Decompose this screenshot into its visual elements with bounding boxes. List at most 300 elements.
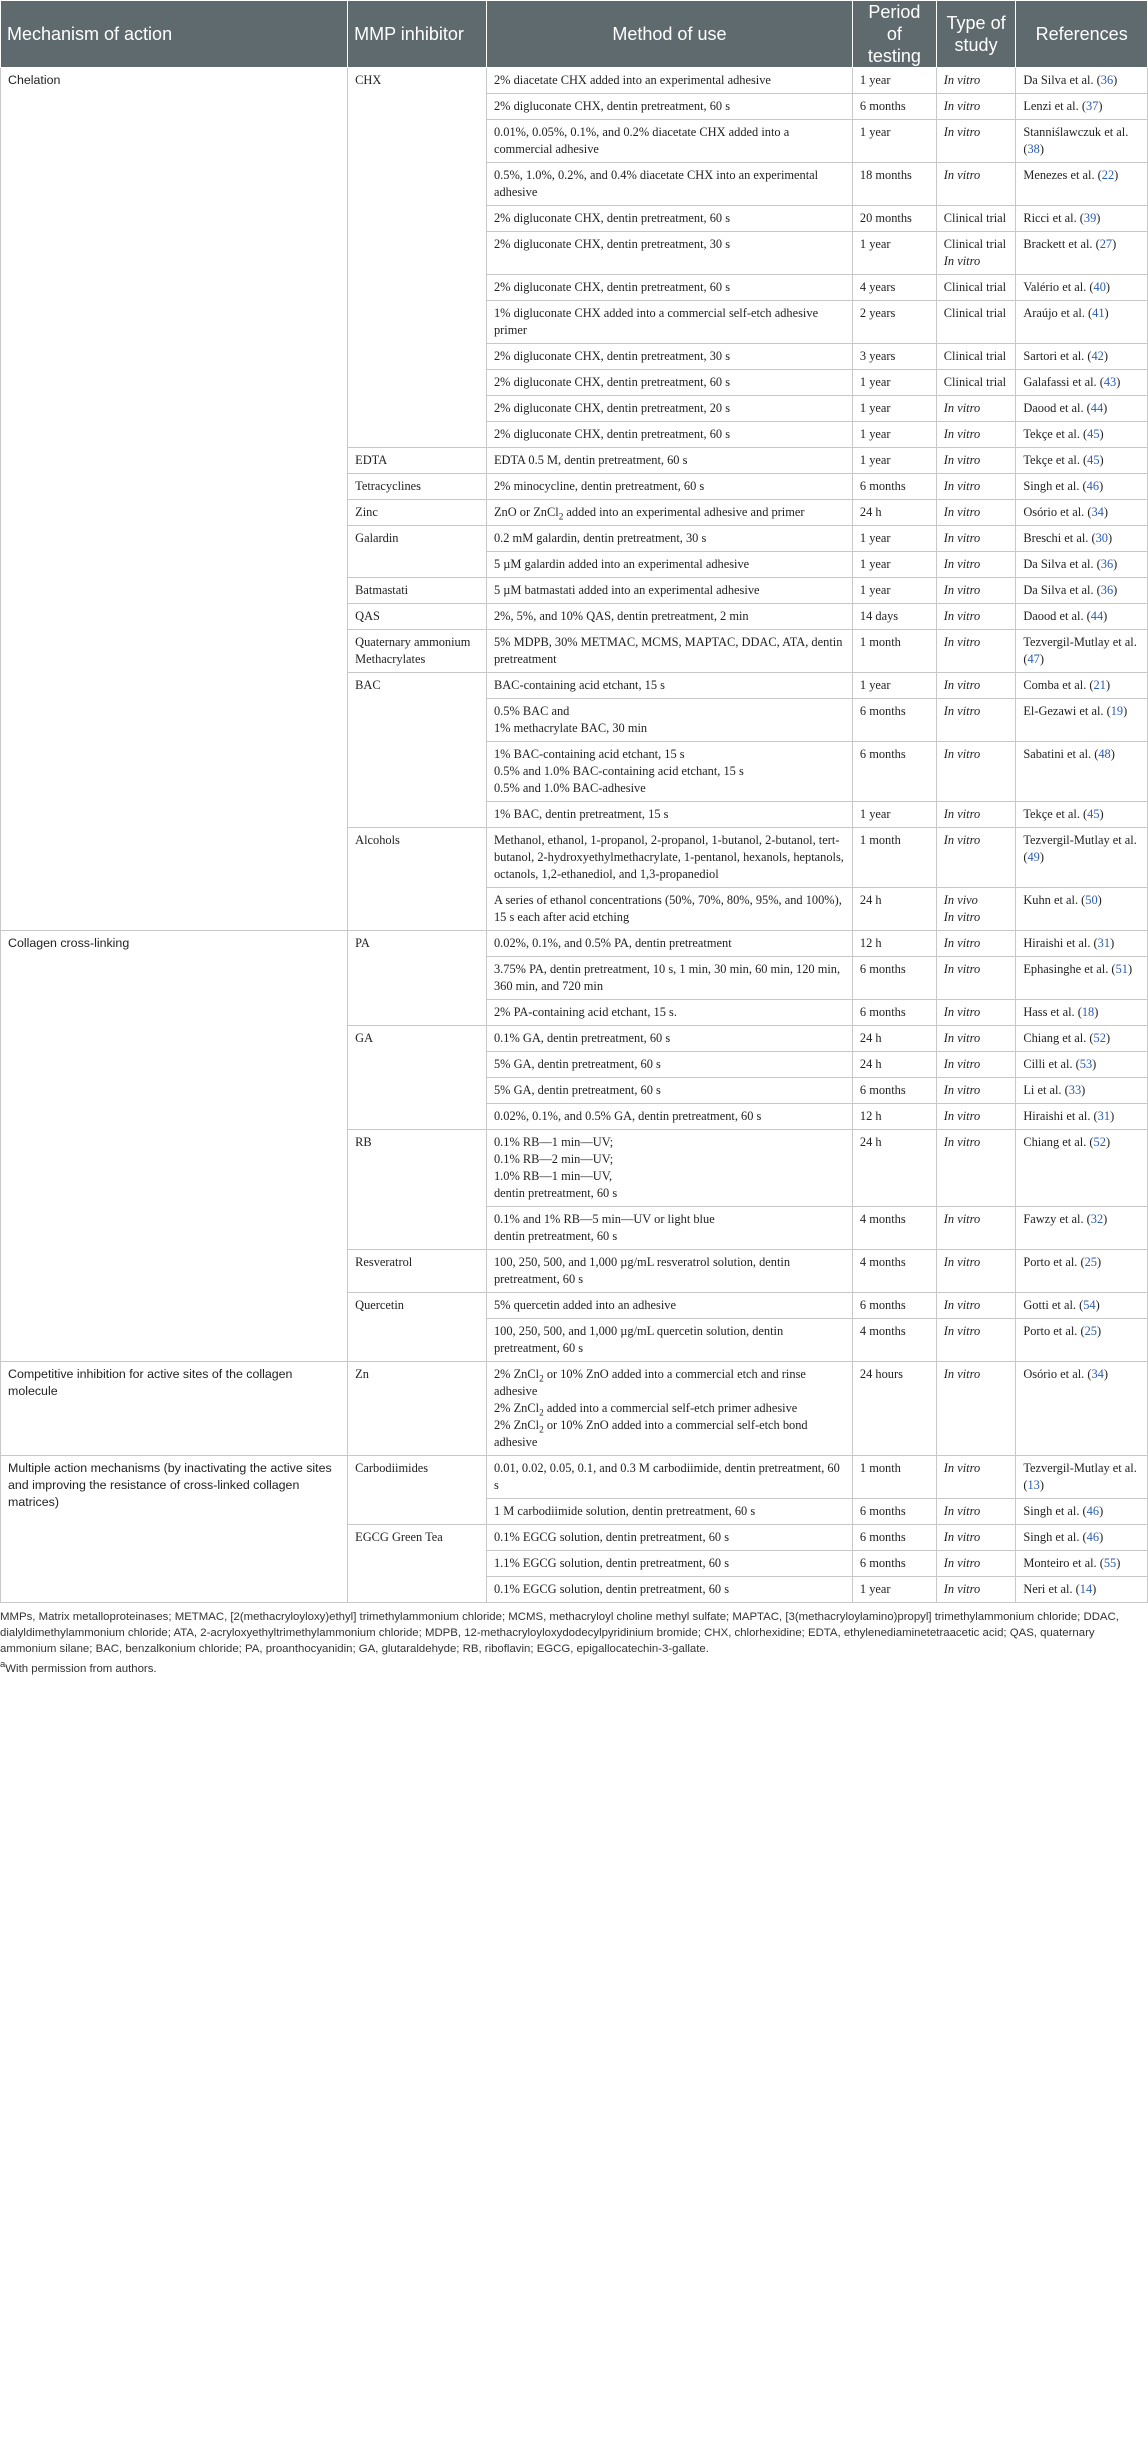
reference-author: Daood et al. ( xyxy=(1023,609,1091,623)
study-type-label: In vitro xyxy=(943,704,981,718)
reference-author: Hiraishi et al. ( xyxy=(1023,936,1098,950)
study-type-label: In vitro xyxy=(943,747,981,761)
reference-author: Chiang et al. ( xyxy=(1023,1135,1094,1149)
cell-period: 6 months xyxy=(852,1000,936,1026)
reference-link[interactable]: 55 xyxy=(1103,1556,1117,1570)
cell-study-type xyxy=(936,232,1016,275)
reference-link[interactable]: 41 xyxy=(1092,306,1105,320)
cell-method: 0.02%, 0.1%, and 0.5% GA, dentin pretreatment, 60 s xyxy=(486,1104,852,1130)
reference-author: Tezvergil-Mutlay et al. ( xyxy=(1023,635,1137,666)
cell-method: 0.1% RB—1 min—UV; 0.1% RB—2 min—UV; 1.0% RB—1 min—UV, dentin pretreatment, 60 s xyxy=(486,1130,852,1207)
cell-inhibitor: CHX xyxy=(348,68,487,448)
cell-reference: Brackett et al. (27) xyxy=(1016,232,1148,275)
reference-author: Hiraishi et al. ( xyxy=(1023,1109,1098,1123)
reference-author: Ephasinghe et al. ( xyxy=(1023,962,1116,976)
cell-study-type xyxy=(936,370,1016,396)
cell-period: 20 months xyxy=(852,206,936,232)
cell-period: 24 h xyxy=(852,1052,936,1078)
reference-author: Valério et al. ( xyxy=(1023,280,1094,294)
cell-study-type xyxy=(936,500,1016,526)
cell-method: 100, 250, 500, and 1,000 µg/mL quercetin solution, dentin pretreatment, 60 s xyxy=(486,1319,852,1362)
cell-study-type xyxy=(936,673,1016,699)
cell-method: 2% digluconate CHX, dentin pretreatment, 60 s xyxy=(486,422,852,448)
cell-reference: Hiraishi et al. (31) xyxy=(1016,931,1148,957)
study-type-label: In vitro xyxy=(943,1530,981,1544)
cell-period: 4 months xyxy=(852,1319,936,1362)
cell-method: 2% digluconate CHX, dentin pretreatment, 20 s xyxy=(486,396,852,422)
cell-reference: Tezvergil-Mutlay et al. (47) xyxy=(1016,630,1148,673)
abbreviations-footnote: MMPs, Matrix metalloproteinases; METMAC, [2(methacryloyloxy)ethyl] trimethylammonium chloride; MCMS, methacryloyl choline methyl sulfate; MAPTAC, [3(methacryloylamino)propyl] trimethylammonium chloride; DDAC, dialyldimethylammonium chloride; ATA, 2-acryloxyethyltrimethylammonium chloride; MDPB, 12-methacryloyloxydodecylpyridinium bromide; CHX, chlorhexidine; EDTA, ethylenediaminetetraacetic acid; QAS, quaternary ammonium silane; BAC, benzalkonium chloride; PA, proanthocyanidin; GA, glutaraldehyde; RB, riboflavin; EGCG, epigallocatechin-3-gallate. xyxy=(0,1611,1119,1655)
reference-link[interactable]: 52 xyxy=(1093,1135,1106,1149)
reference-link[interactable]: 14 xyxy=(1079,1582,1093,1596)
reference-link[interactable]: 38 xyxy=(1027,142,1040,156)
table-row xyxy=(1,931,1148,957)
cell-inhibitor: Batmastati xyxy=(348,578,487,604)
reference-author: Hass et al. ( xyxy=(1023,1005,1082,1019)
study-type-label: In vitro xyxy=(943,99,981,113)
cell-study-type xyxy=(936,1319,1016,1362)
cell-period: 1 month xyxy=(852,828,936,888)
reference-author: Kuhn et al. ( xyxy=(1023,893,1086,907)
cell-reference: Comba et al. (21) xyxy=(1016,673,1148,699)
header-method: Method of use xyxy=(486,1,852,68)
cell-inhibitor: Quaternary ammonium Methacrylates xyxy=(348,630,487,673)
cell-study-type xyxy=(936,1293,1016,1319)
reference-author: Singh et al. ( xyxy=(1023,1504,1087,1518)
cell-period: 1 year xyxy=(852,552,936,578)
reference-link[interactable]: 49 xyxy=(1027,850,1040,864)
cell-study-type xyxy=(936,68,1016,94)
cell-reference: Galafassi et al. (43) xyxy=(1016,370,1148,396)
footnote-text: With permission from authors. xyxy=(5,1662,157,1675)
cell-inhibitor: EDTA xyxy=(348,448,487,474)
cell-period: 6 months xyxy=(852,1551,936,1577)
reference-link[interactable]: 53 xyxy=(1079,1057,1093,1071)
cell-reference: Li et al. (33) xyxy=(1016,1078,1148,1104)
cell-study-type xyxy=(936,1577,1016,1603)
cell-period: 24 h xyxy=(852,500,936,526)
reference-link[interactable]: 45 xyxy=(1087,427,1100,441)
reference-author: Tekçe et al. ( xyxy=(1023,807,1088,821)
reference-author: Araújo et al. ( xyxy=(1023,306,1093,320)
cell-reference: Sartori et al. (42) xyxy=(1016,344,1148,370)
cell-mechanism: Collagen cross-linking xyxy=(1,931,348,1362)
study-type-label: In vitro xyxy=(943,1135,981,1149)
study-type-label: In vitro xyxy=(943,125,981,139)
study-type-label: In vivo xyxy=(943,893,978,907)
reference-author: Stanniślawczuk et al. ( xyxy=(1023,125,1129,156)
cell-method: 0.5% BAC and 1% methacrylate BAC, 30 min xyxy=(486,699,852,742)
cell-study-type xyxy=(936,1078,1016,1104)
cell-reference: Chiang et al. (52) xyxy=(1016,1026,1148,1052)
cell-period: 12 h xyxy=(852,1104,936,1130)
study-type-label: In vitro xyxy=(943,833,981,847)
cell-mechanism: Multiple action mechanisms (by inactivating the active sites and improving the resistance of cross-linked collagen matrices) xyxy=(1,1456,348,1603)
cell-study-type xyxy=(936,1026,1016,1052)
cell-method: EDTA 0.5 M, dentin pretreatment, 60 s xyxy=(486,448,852,474)
cell-method: 0.1% and 1% RB—5 min—UV or light blue dentin pretreatment, 60 s xyxy=(486,1207,852,1250)
cell-study-type xyxy=(936,828,1016,888)
reference-link[interactable]: 34 xyxy=(1091,505,1104,519)
reference-author: Tekçe et al. ( xyxy=(1023,453,1088,467)
cell-study-type xyxy=(936,275,1016,301)
cell-period: 18 months xyxy=(852,163,936,206)
cell-method: 1% digluconate CHX added into a commercial self-etch adhesive primer xyxy=(486,301,852,344)
reference-author: Sabatini et al. ( xyxy=(1023,747,1099,761)
study-type-label: Clinical trial xyxy=(943,349,1007,363)
cell-period: 6 months xyxy=(852,957,936,1000)
reference-author: Li et al. ( xyxy=(1023,1083,1069,1097)
header-period: Period of testing xyxy=(852,1,936,68)
cell-study-type xyxy=(936,802,1016,828)
reference-author: Sartori et al. ( xyxy=(1023,349,1092,363)
study-type-label: In vitro xyxy=(943,1556,981,1570)
cell-study-type xyxy=(936,120,1016,163)
study-type-label: In vitro xyxy=(943,1298,981,1312)
cell-period: 1 year xyxy=(852,120,936,163)
study-type-label: In vitro xyxy=(943,1005,981,1019)
study-type-label: Clinical trial xyxy=(943,280,1007,294)
header-inhibitor: MMP inhibitor xyxy=(348,1,487,68)
cell-reference: Ephasinghe et al. (51) xyxy=(1016,957,1148,1000)
reference-link[interactable]: 47 xyxy=(1027,652,1040,666)
study-type-label: In vitro xyxy=(943,427,981,441)
reference-link[interactable]: 31 xyxy=(1097,936,1111,950)
header-references: References xyxy=(1016,1,1148,68)
cell-study-type xyxy=(936,206,1016,232)
cell-mechanism: Chelation xyxy=(1,68,348,931)
cell-study-type xyxy=(936,1207,1016,1250)
cell-study-type xyxy=(936,163,1016,206)
cell-study-type xyxy=(936,957,1016,1000)
cell-study-type xyxy=(936,1104,1016,1130)
cell-period: 1 year xyxy=(852,370,936,396)
study-type-label: Clinical trial xyxy=(943,211,1007,225)
reference-author: Porto et al. ( xyxy=(1023,1255,1085,1269)
study-type-label: In vitro xyxy=(943,1367,981,1381)
reference-link[interactable]: 44 xyxy=(1090,609,1104,623)
cell-study-type xyxy=(936,422,1016,448)
cell-period: 24 h xyxy=(852,1026,936,1052)
cell-method: 1 M carbodiimide solution, dentin pretreatment, 60 s xyxy=(486,1499,852,1525)
cell-reference: Ricci et al. (39) xyxy=(1016,206,1148,232)
header-type: Type of study xyxy=(936,1,1016,68)
cell-period: 6 months xyxy=(852,742,936,802)
cell-study-type xyxy=(936,1130,1016,1207)
cell-reference: Daood et al. (44) xyxy=(1016,396,1148,422)
reference-link[interactable]: 30 xyxy=(1095,531,1108,545)
study-type-label: In vitro xyxy=(943,962,981,976)
study-type-label: In vitro xyxy=(943,635,981,649)
cell-study-type xyxy=(936,630,1016,673)
cell-reference: Singh et al. (46) xyxy=(1016,1525,1148,1551)
reference-link[interactable]: 36 xyxy=(1100,557,1114,571)
cell-reference: El-Gezawi et al. (19) xyxy=(1016,699,1148,742)
reference-link[interactable]: 43 xyxy=(1103,375,1117,389)
reference-author: Lenzi et al. ( xyxy=(1023,99,1086,113)
cell-method: 2% digluconate CHX, dentin pretreatment, 60 s xyxy=(486,275,852,301)
cell-study-type xyxy=(936,301,1016,344)
cell-period: 1 year xyxy=(852,578,936,604)
cell-method: 2% diacetate CHX added into an experimental adhesive xyxy=(486,68,852,94)
cell-reference: Tezvergil-Mutlay et al. (49) xyxy=(1016,828,1148,888)
cell-inhibitor: GA xyxy=(348,1026,487,1130)
cell-reference: Fawzy et al. (32) xyxy=(1016,1207,1148,1250)
footnote-mark: a xyxy=(0,1659,6,1670)
reference-author: Singh et al. ( xyxy=(1023,1530,1087,1544)
reference-link[interactable]: 22 xyxy=(1101,168,1115,182)
study-type-label: In vitro xyxy=(943,73,981,87)
cell-method: 5% GA, dentin pretreatment, 60 s xyxy=(486,1052,852,1078)
cell-period: 1 year xyxy=(852,1577,936,1603)
cell-reference: Singh et al. (46) xyxy=(1016,1499,1148,1525)
cell-inhibitor: Quercetin xyxy=(348,1293,487,1362)
cell-period: 1 year xyxy=(852,396,936,422)
table-row xyxy=(1,1362,1148,1456)
study-type-label: In vitro xyxy=(943,807,981,821)
cell-inhibitor: Resveratrol xyxy=(348,1250,487,1293)
reference-author: Da Silva et al. ( xyxy=(1023,583,1101,597)
cell-method: 1% BAC-containing acid etchant, 15 s 0.5% and 1.0% BAC-containing acid etchant, 15 s 0.5% and 1.0% BAC-adhesive xyxy=(486,742,852,802)
cell-reference: Tekçe et al. (45) xyxy=(1016,422,1148,448)
cell-period: 3 years xyxy=(852,344,936,370)
reference-link[interactable]: 50 xyxy=(1085,893,1098,907)
cell-study-type xyxy=(936,699,1016,742)
cell-period: 24 h xyxy=(852,1130,936,1207)
cell-reference: Singh et al. (46) xyxy=(1016,474,1148,500)
reference-link[interactable]: 39 xyxy=(1083,211,1097,225)
reference-author: Gotti et al. ( xyxy=(1023,1298,1084,1312)
cell-study-type xyxy=(936,1551,1016,1577)
table-body xyxy=(1,68,1148,1603)
cell-method: 2% PA-containing acid etchant, 15 s. xyxy=(486,1000,852,1026)
cell-inhibitor: RB xyxy=(348,1130,487,1250)
cell-method: 0.5%, 1.0%, 0.2%, and 0.4% diacetate CHX into an experimental adhesive xyxy=(486,163,852,206)
reference-link[interactable]: 34 xyxy=(1091,1367,1104,1381)
cell-reference: Hass et al. (18) xyxy=(1016,1000,1148,1026)
cell-inhibitor: Galardin xyxy=(348,526,487,578)
cell-study-type xyxy=(936,1250,1016,1293)
reference-link[interactable]: 45 xyxy=(1087,453,1100,467)
cell-period: 6 months xyxy=(852,1293,936,1319)
cell-reference: Valério et al. (40) xyxy=(1016,275,1148,301)
cell-period: 24 hours xyxy=(852,1362,936,1456)
reference-author: Ricci et al. ( xyxy=(1023,211,1084,225)
cell-method: Methanol, ethanol, 1-propanol, 2-propanol, 1-butanol, 2-butanol, tert-butanol, 2-hydroxyethylmethacrylate, 1-pentanol, hexanols, heptanols, octanols, 1,2-ethanediol, and 1,3-propanediol xyxy=(486,828,852,888)
cell-study-type xyxy=(936,552,1016,578)
cell-inhibitor: BAC xyxy=(348,673,487,828)
cell-reference: Tekçe et al. (45) xyxy=(1016,802,1148,828)
cell-method: 0.02%, 0.1%, and 0.5% PA, dentin pretreatment xyxy=(486,931,852,957)
reference-link[interactable]: 21 xyxy=(1093,678,1106,692)
cell-study-type xyxy=(936,888,1016,931)
study-type-label: In vitro xyxy=(943,531,981,545)
cell-study-type xyxy=(936,1456,1016,1499)
cell-period: 12 h xyxy=(852,931,936,957)
study-type-label: In vitro xyxy=(943,1031,981,1045)
cell-inhibitor: Tetracyclines xyxy=(348,474,487,500)
table-row xyxy=(1,68,1148,94)
cell-period: 1 year xyxy=(852,673,936,699)
cell-method: 1% BAC, dentin pretreatment, 15 s xyxy=(486,802,852,828)
cell-study-type xyxy=(936,1362,1016,1456)
cell-method: 0.1% EGCG solution, dentin pretreatment, 60 s xyxy=(486,1577,852,1603)
study-type-label: In vitro xyxy=(943,1582,981,1596)
reference-author: Osório et al. ( xyxy=(1023,1367,1092,1381)
cell-reference: Da Silva et al. (36) xyxy=(1016,578,1148,604)
cell-period: 1 year xyxy=(852,68,936,94)
reference-author: Tezvergil-Mutlay et al. ( xyxy=(1023,1461,1137,1492)
study-type-label: In vitro xyxy=(943,1504,981,1518)
reference-author: Da Silva et al. ( xyxy=(1023,73,1101,87)
reference-link[interactable]: 25 xyxy=(1084,1324,1097,1338)
cell-period: 6 months xyxy=(852,1525,936,1551)
cell-method: 0.2 mM galardin, dentin pretreatment, 30 s xyxy=(486,526,852,552)
reference-link[interactable]: 54 xyxy=(1083,1298,1096,1312)
cell-reference: Gotti et al. (54) xyxy=(1016,1293,1148,1319)
cell-method: 3.75% PA, dentin pretreatment, 10 s, 1 min, 30 min, 60 min, 120 min, 360 min, and 720 min xyxy=(486,957,852,1000)
reference-link[interactable]: 13 xyxy=(1027,1478,1040,1492)
reference-link[interactable]: 31 xyxy=(1097,1109,1111,1123)
cell-method: 5% MDPB, 30% METMAC, MCMS, MAPTAC, DDAC, ATA, dentin pretreatment xyxy=(486,630,852,673)
reference-link[interactable]: 46 xyxy=(1086,479,1100,493)
study-type-label: In vitro xyxy=(943,1057,981,1071)
reference-link[interactable]: 36 xyxy=(1100,73,1114,87)
study-type-label: In vitro xyxy=(943,401,981,415)
cell-method: 5% quercetin added into an adhesive xyxy=(486,1293,852,1319)
cell-period: 6 months xyxy=(852,699,936,742)
cell-study-type xyxy=(936,931,1016,957)
reference-author: Neri et al. ( xyxy=(1023,1582,1080,1596)
study-type-label: In vitro xyxy=(943,168,981,182)
cell-method: 2% minocycline, dentin pretreatment, 60 s xyxy=(486,474,852,500)
reference-link[interactable]: 36 xyxy=(1100,583,1114,597)
cell-reference: Tezvergil-Mutlay et al. (13) xyxy=(1016,1456,1148,1499)
cell-method: 2% digluconate CHX, dentin pretreatment, 60 s xyxy=(486,370,852,396)
cell-study-type xyxy=(936,742,1016,802)
study-type-label: In vitro xyxy=(943,609,981,623)
reference-author: Da Silva et al. ( xyxy=(1023,557,1101,571)
cell-method: A series of ethanol concentrations (50%, 70%, 80%, 95%, and 100%), 15 s each after acid etching xyxy=(486,888,852,931)
cell-study-type xyxy=(936,396,1016,422)
cell-reference: Osório et al. (34) xyxy=(1016,500,1148,526)
cell-reference: Kuhn et al. (50) xyxy=(1016,888,1148,931)
reference-author: Galafassi et al. ( xyxy=(1023,375,1104,389)
study-type-label: In vitro xyxy=(943,479,981,493)
study-type-label: In vitro xyxy=(943,1255,981,1269)
reference-link[interactable]: 42 xyxy=(1091,349,1104,363)
cell-reference: Sabatini et al. (48) xyxy=(1016,742,1148,802)
reference-author: El-Gezawi et al. ( xyxy=(1023,704,1111,718)
reference-link[interactable]: 51 xyxy=(1115,962,1128,976)
study-type-label: In vitro xyxy=(943,1461,981,1475)
cell-study-type xyxy=(936,344,1016,370)
cell-method: ZnO or ZnCl$_2$ added into an experimental adhesive and primer xyxy=(486,500,852,526)
cell-reference: Da Silva et al. (36) xyxy=(1016,552,1148,578)
study-type-label: Clinical trial xyxy=(943,237,1007,251)
cell-study-type xyxy=(936,1052,1016,1078)
cell-study-type xyxy=(936,1499,1016,1525)
cell-period: 6 months xyxy=(852,1078,936,1104)
cell-method: BAC-containing acid etchant, 15 s xyxy=(486,673,852,699)
study-type-label: In vitro xyxy=(943,505,981,519)
cell-reference: Tekçe et al. (45) xyxy=(1016,448,1148,474)
cell-study-type xyxy=(936,94,1016,120)
cell-study-type xyxy=(936,448,1016,474)
reference-link[interactable]: 27 xyxy=(1099,237,1113,251)
reference-author: Menezes et al. ( xyxy=(1023,168,1102,182)
cell-study-type xyxy=(936,474,1016,500)
header-mechanism: Mechanism of action xyxy=(1,1,348,68)
reference-link[interactable]: 18 xyxy=(1081,1005,1095,1019)
reference-link[interactable]: 40 xyxy=(1093,280,1106,294)
cell-method: 0.01%, 0.05%, 0.1%, and 0.2% diacetate CHX added into a commercial adhesive xyxy=(486,120,852,163)
cell-reference: Stanniślawczuk et al. (38) xyxy=(1016,120,1148,163)
reference-link[interactable]: 45 xyxy=(1087,807,1100,821)
cell-reference: Porto et al. (25) xyxy=(1016,1250,1148,1293)
cell-reference: Breschi et al. (30) xyxy=(1016,526,1148,552)
cell-reference: Porto et al. (25) xyxy=(1016,1319,1148,1362)
cell-period: 1 month xyxy=(852,630,936,673)
table-row xyxy=(1,1456,1148,1499)
reference-author: Daood et al. ( xyxy=(1023,401,1091,415)
cell-inhibitor: PA xyxy=(348,931,487,1026)
reference-link[interactable]: 44 xyxy=(1090,401,1104,415)
reference-link[interactable]: 37 xyxy=(1085,99,1099,113)
reference-author: Tezvergil-Mutlay et al. ( xyxy=(1023,833,1137,864)
reference-link[interactable]: 33 xyxy=(1068,1083,1082,1097)
reference-link[interactable]: 32 xyxy=(1090,1212,1104,1226)
cell-inhibitor: EGCG Green Tea xyxy=(348,1525,487,1603)
cell-period: 4 months xyxy=(852,1250,936,1293)
cell-reference: Monteiro et al. (55) xyxy=(1016,1551,1148,1577)
study-type-label: In vitro xyxy=(943,453,981,467)
reference-author: Comba et al. ( xyxy=(1023,678,1094,692)
cell-reference: Menezes et al. (22) xyxy=(1016,163,1148,206)
cell-reference: Da Silva et al. (36) xyxy=(1016,68,1148,94)
reference-author: Tekçe et al. ( xyxy=(1023,427,1088,441)
cell-method: 2% digluconate CHX, dentin pretreatment, 30 s xyxy=(486,232,852,275)
cell-period: 1 year xyxy=(852,802,936,828)
permission-footnote xyxy=(0,1657,1148,1677)
cell-period: 6 months xyxy=(852,1499,936,1525)
study-type-label: In vitro xyxy=(943,1109,981,1123)
cell-inhibitor: Alcohols xyxy=(348,828,487,931)
reference-link[interactable]: 48 xyxy=(1098,747,1111,761)
reference-author: Cilli et al. ( xyxy=(1023,1057,1080,1071)
cell-study-type xyxy=(936,1000,1016,1026)
cell-period: 2 years xyxy=(852,301,936,344)
cell-period: 6 months xyxy=(852,474,936,500)
reference-link[interactable]: 19 xyxy=(1110,704,1124,718)
reference-link[interactable]: 46 xyxy=(1086,1530,1100,1544)
reference-link[interactable]: 52 xyxy=(1093,1031,1106,1045)
cell-method: 1.1% EGCG solution, dentin pretreatment, 60 s xyxy=(486,1551,852,1577)
study-type-label: In vitro xyxy=(943,1324,981,1338)
cell-method: 100, 250, 500, and 1,000 µg/mL resveratrol solution, dentin pretreatment, 60 s xyxy=(486,1250,852,1293)
study-type-label: Clinical trial xyxy=(943,375,1007,389)
reference-author: Monteiro et al. ( xyxy=(1023,1556,1104,1570)
cell-method: 2% digluconate CHX, dentin pretreatment, 60 s xyxy=(486,94,852,120)
cell-method: 0.01, 0.02, 0.05, 0.1, and 0.3 M carbodiimide, dentin pretreatment, 60 s xyxy=(486,1456,852,1499)
reference-link[interactable]: 46 xyxy=(1086,1504,1100,1518)
cell-period: 4 months xyxy=(852,1207,936,1250)
study-type-label: In vitro xyxy=(943,1083,981,1097)
reference-link[interactable]: 25 xyxy=(1084,1255,1097,1269)
cell-method: 2%, 5%, and 10% QAS, dentin pretreatment, 2 min xyxy=(486,604,852,630)
cell-method: 0.1% EGCG solution, dentin pretreatment, 60 s xyxy=(486,1525,852,1551)
cell-method: 5 µM galardin added into an experimental adhesive xyxy=(486,552,852,578)
